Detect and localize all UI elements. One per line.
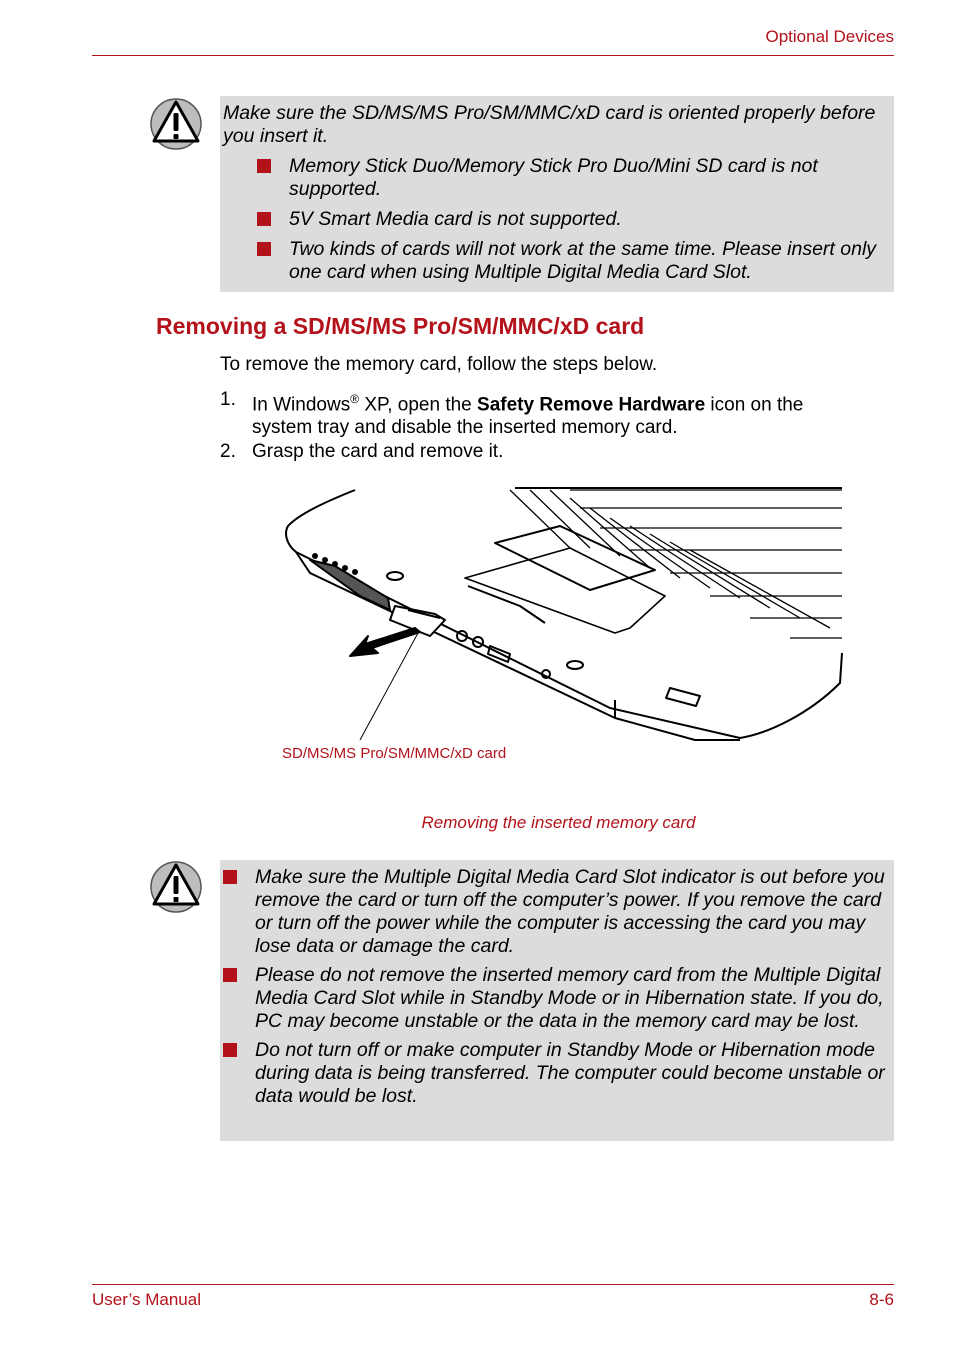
bullet-square-icon (257, 212, 271, 226)
running-header: Optional Devices (765, 27, 894, 46)
bullet-square-icon (223, 968, 237, 982)
bullet-square-icon (223, 1043, 237, 1057)
page-number: 8-6 (869, 1290, 894, 1309)
section-intro: To remove the memory card, follow the steps below. (220, 354, 658, 375)
list-item: Do not turn off or make computer in Standby Mode or Hibernation mode during data is being transferred. The computer could become unstable or data would be lost. (220, 1039, 886, 1108)
bullet-square-icon (257, 242, 271, 256)
laptop-illustration (270, 478, 860, 778)
caution-icon (149, 97, 203, 151)
list-item: Memory Stick Duo/Memory Stick Pro Duo/Mini SD card is not supported. (223, 155, 880, 201)
header-rule (92, 55, 894, 56)
step-item: 2. Grasp the card and remove it. (220, 441, 504, 462)
bullet-square-icon (257, 159, 271, 173)
list-item: Please do not remove the inserted memory card from the Multiple Digital Media Card Slot while in Standby Mode or in Hibernation state. If you do, PC may become unstable or the data in the memory card may be lost. (220, 964, 886, 1033)
step-item: 1. In Windows® XP, open the Safety Remove Hardware icon on the system tray and disable the inserted memory card. (220, 389, 804, 439)
list-item: 5V Smart Media card is not supported. (223, 208, 880, 231)
list-item: Two kinds of cards will not work at the same time. Please insert only one card when using Multiple Digital Media Card Slot. (223, 238, 880, 284)
caution-intro: Make sure the SD/MS/MS Pro/SM/MMC/xD card is oriented properly before you insert it. (223, 102, 876, 147)
bullet-square-icon (223, 870, 237, 884)
caution-icon (149, 860, 203, 914)
caution-box (220, 860, 894, 1141)
footer-manual-title: User’s Manual (92, 1290, 201, 1309)
section-title: Removing a SD/MS/MS Pro/SM/MMC/xD card (156, 313, 645, 339)
figure-callout-label: SD/MS/MS Pro/SM/MMC/xD card (282, 745, 507, 762)
footer-rule (92, 1284, 894, 1285)
list-item: Make sure the Multiple Digital Media Card Slot indicator is out before you remove the card or turn off the computer’s power. If you remove the card or turn off the power while the computer is accessing the card you may lose data or damage the card. (220, 866, 886, 958)
caution-box (220, 96, 894, 292)
figure-caption: Removing the inserted memory card (421, 813, 696, 832)
